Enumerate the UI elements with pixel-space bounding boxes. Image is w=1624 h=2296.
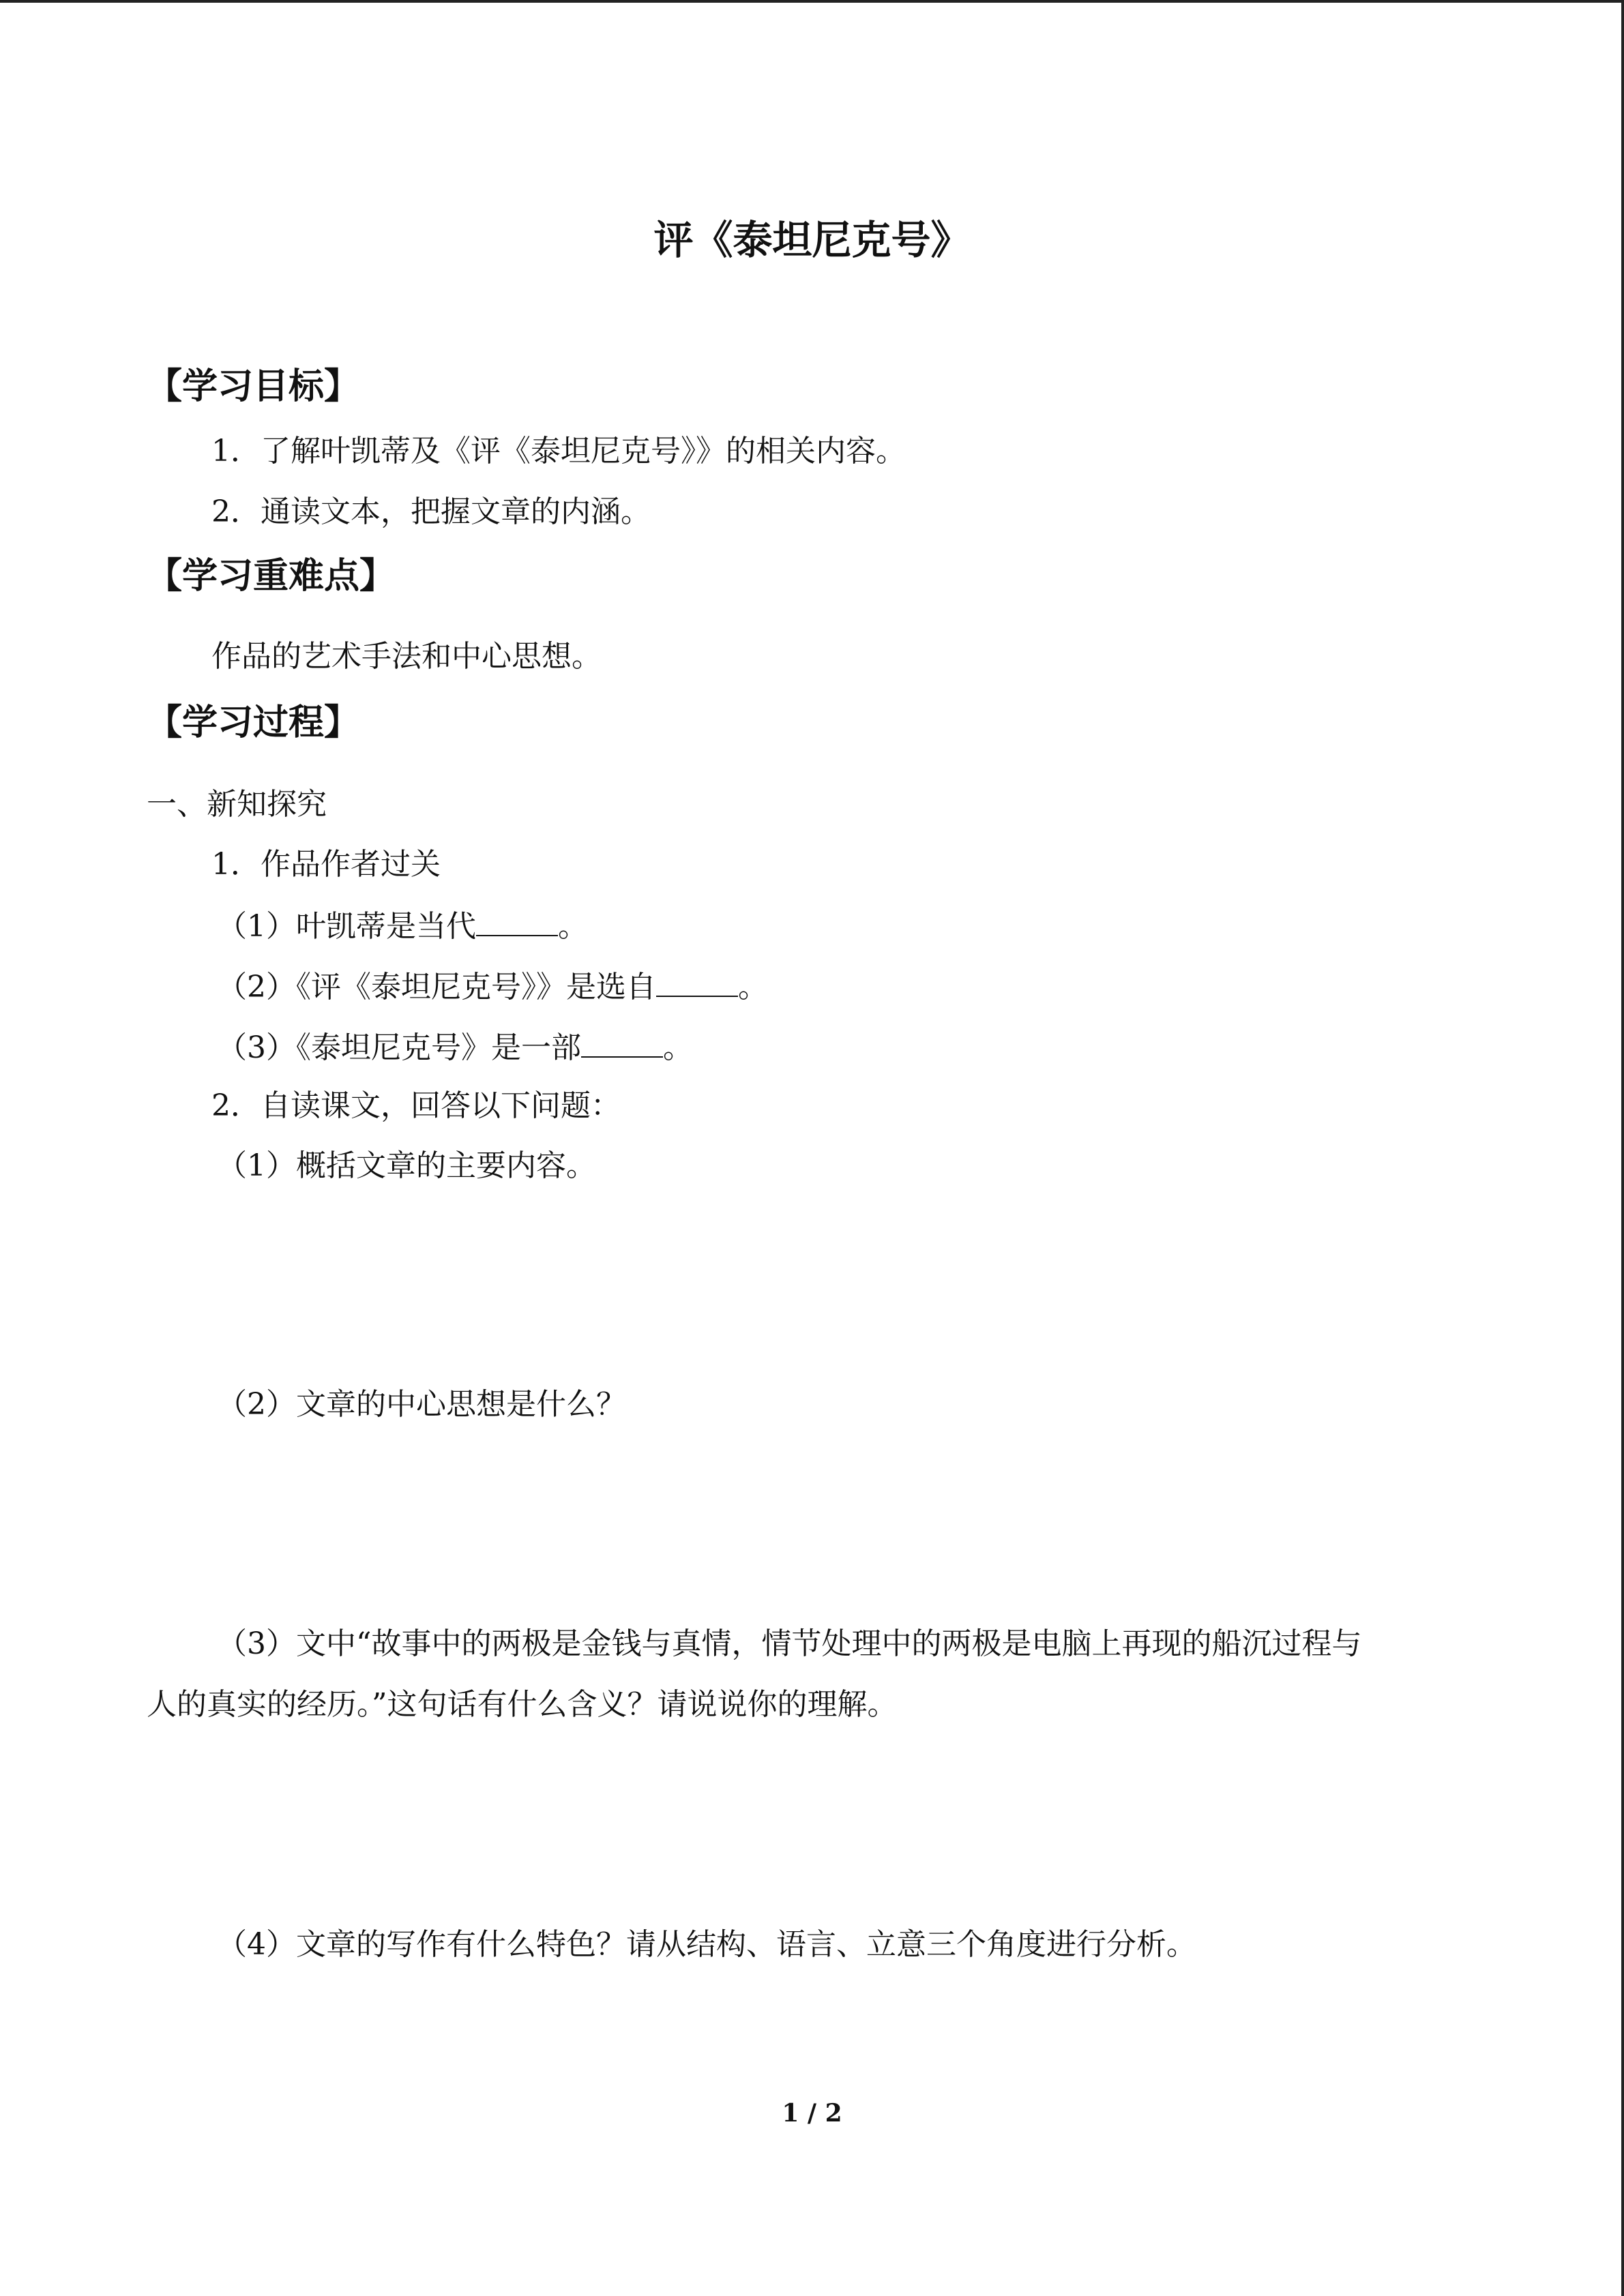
question-1-sub-3-text: （3）《泰坦尼克号》是一部 <box>217 1030 581 1065</box>
question-2-sub-4: （4）文章的写作有什么特色？请从结构、语言、立意三个角度进行分析。 <box>217 1927 1196 1962</box>
question-1-sub-1 <box>217 905 588 947</box>
objective-item-2: 2．通读文本，把握文章的内涵。 <box>211 494 651 529</box>
question-1-sub-2-end: 。 <box>738 970 768 1004</box>
objective-item-1: 1．了解叶凯蒂及《评《泰坦尼克号》》的相关内容。 <box>211 434 906 468</box>
page-border-top <box>0 0 1624 3</box>
answer-blank[interactable] <box>656 966 738 997</box>
key-points-heading: 【学习重难点】 <box>147 556 396 597</box>
answer-blank[interactable] <box>476 905 558 936</box>
question-1-sub-3-end: 。 <box>663 1030 693 1065</box>
page-number: 1 / 2 <box>782 2099 842 2128</box>
objectives-heading: 【学习目标】 <box>147 366 360 407</box>
part-one-label: 一、新知探究 <box>147 787 327 822</box>
question-1-sub-1-end: 。 <box>558 909 588 944</box>
question-1-label: 1．作品作者过关 <box>211 847 441 882</box>
question-2-sub-3-line-1: （3）文中“故事中的两极是金钱与真情，情节处理中的两极是电脑上再现的船沉过程与 <box>217 1626 1362 1661</box>
key-points-text: 作品的艺术手法和中心思想。 <box>211 639 602 674</box>
document-title: 评《泰坦尼克号》 <box>653 217 971 263</box>
question-1-sub-3 <box>217 1026 693 1069</box>
answer-blank[interactable] <box>581 1026 663 1058</box>
question-2-label: 2．自读课文，回答以下问题： <box>211 1088 621 1123</box>
question-2-sub-1: （1）概括文章的主要内容。 <box>217 1148 596 1183</box>
page-border-right <box>1621 0 1624 2296</box>
question-2-sub-3-line-2: 人的真实的经历。”这句话有什么含义？请说说你的理解。 <box>147 1687 898 1722</box>
question-1-sub-1-text: （1）叶凯蒂是当代 <box>217 909 476 944</box>
question-1-sub-2 <box>217 966 768 1008</box>
question-2-sub-2: （2）文章的中心思想是什么？ <box>217 1387 626 1422</box>
process-heading: 【学习过程】 <box>147 702 360 743</box>
question-1-sub-2-text: （2）《评《泰坦尼克号》》是选自 <box>217 970 656 1004</box>
